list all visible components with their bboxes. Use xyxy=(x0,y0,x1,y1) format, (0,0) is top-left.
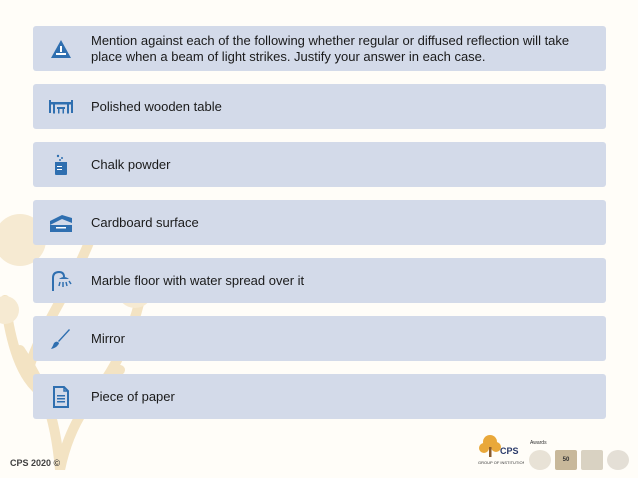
awards-label: Awards xyxy=(530,440,547,446)
logo-text: CPS xyxy=(500,446,519,456)
award-badge-50: 50 xyxy=(555,450,577,470)
option-card-cardboard xyxy=(33,200,606,245)
brush-icon xyxy=(33,316,88,361)
option-card-polished-table xyxy=(33,84,606,129)
option-text: Mirror xyxy=(91,330,125,346)
cardboard-box-icon xyxy=(33,200,88,245)
warning-triangle-icon xyxy=(33,26,88,71)
award-badges xyxy=(529,450,629,470)
option-text: Cardboard surface xyxy=(91,214,199,230)
shower-icon xyxy=(33,258,88,303)
tree-logo-icon xyxy=(476,432,524,472)
option-card-chalk-powder xyxy=(33,142,606,187)
option-text: Chalk powder xyxy=(91,156,171,172)
question-text: Mention against each of the following whether regular or diffused reflection will take place when a beam of light strikes. Justify your answer in each case. xyxy=(91,32,570,64)
document-icon xyxy=(33,374,88,419)
option-card-paper xyxy=(33,374,606,419)
option-card-mirror xyxy=(33,316,606,361)
question-card xyxy=(33,26,606,71)
beaker-icon xyxy=(33,142,88,187)
award-badge-icon xyxy=(581,450,603,470)
option-text: Piece of paper xyxy=(91,388,175,404)
option-text: Marble floor with water spread over it xyxy=(91,272,305,288)
award-seal-icon xyxy=(529,450,551,470)
award-medal-icon xyxy=(607,450,629,470)
table-icon xyxy=(33,84,88,129)
option-text: Polished wooden table xyxy=(91,98,222,114)
logo-subtext: GROUP OF INSTITUTIONS xyxy=(478,460,524,465)
copyright-text: CPS 2020 © xyxy=(10,458,61,468)
cps-logo xyxy=(476,432,524,472)
option-card-marble-floor xyxy=(33,258,606,303)
